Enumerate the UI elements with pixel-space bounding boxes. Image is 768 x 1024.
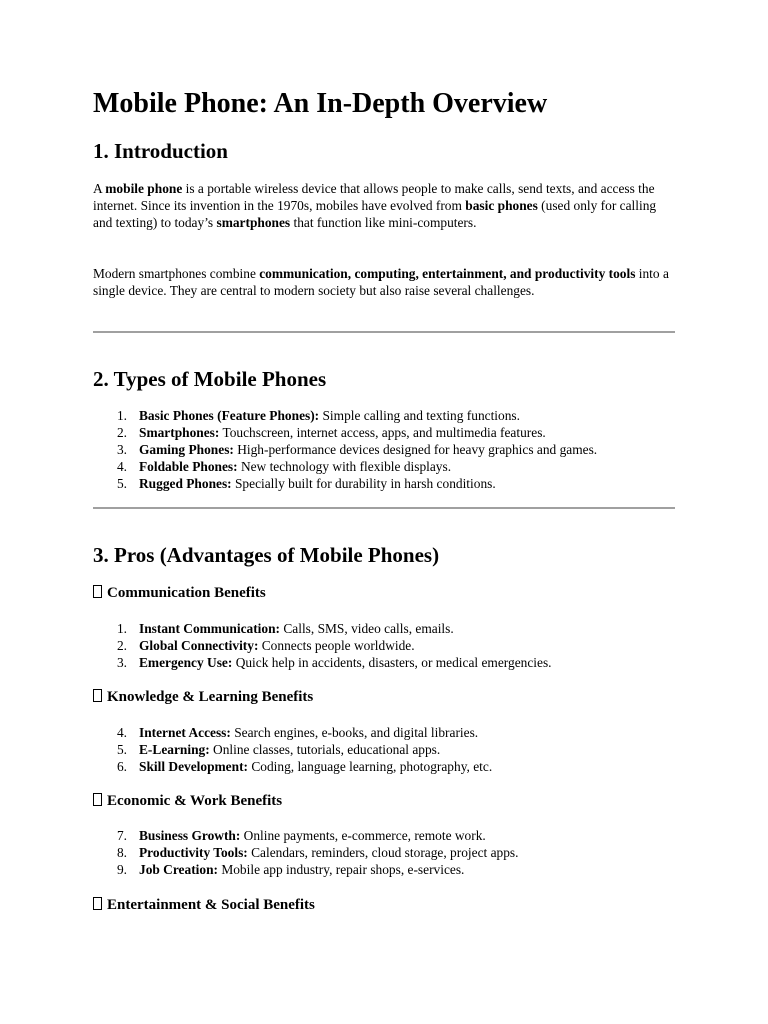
subsection-heading-economic [93,791,282,811]
bold-term: smartphones [216,215,291,230]
text-run: Modern smartphones combine [93,266,260,281]
section-divider [93,331,675,333]
missing-glyph-icon [93,585,102,598]
list-item-term: Rugged Phones: [139,476,232,491]
missing-glyph-icon [93,689,102,702]
list-item [93,458,675,475]
list-number: 2. [116,638,127,653]
list-item-term: Global Connectivity: [139,638,259,653]
bold-term: mobile phone [105,181,183,196]
list-number: 2. [116,425,127,440]
intro-paragraph-2 [93,265,675,299]
list-item [93,741,675,758]
list-item-description: Coding, language learning, photography, etc. [247,759,493,774]
list-item [93,724,675,741]
text-run: into a single device. They are central to modern society but also raise several challenges. [93,266,669,298]
bold-term: basic phones [465,198,538,213]
list-item-term: Smartphones: [139,425,220,440]
list-item-description: Online classes, tutorials, educational apps. [209,742,441,757]
list-item [93,844,675,861]
list-item-term: Instant Communication: [139,621,280,636]
list-item-description: Calls, SMS, video calls, emails. [280,621,454,636]
text-run: A [93,181,106,196]
list-number: 5. [116,742,127,757]
section-heading-introduction: 1. Introduction [93,139,228,163]
types-list [93,407,675,492]
list-item-description: Mobile app industry, repair shops, e-services. [217,862,465,877]
list-item-term: E-Learning: [139,742,210,757]
list-item-description: New technology with flexible displays. [237,459,452,474]
list-item [93,441,675,458]
list-item-description: Connects people worldwide. [258,638,415,653]
text-run: (used only for calling and texting) to today’s [93,198,657,230]
list-item-description: Touchscreen, internet access, apps, and multimedia features. [219,425,546,440]
list-number: 9. [116,862,127,877]
subsection-label: Economic & Work Benefits [107,793,283,809]
list-number: 3. [116,442,127,457]
text-run: that function like mini-computers. [290,215,477,230]
pros-list-knowledge [93,724,675,775]
list-item-description: Quick help in accidents, disasters, or medical emergencies. [232,655,552,670]
section-heading-types: 2. Types of Mobile Phones [93,367,327,391]
list-number: 1. [116,621,127,636]
list-number: 1. [116,408,127,423]
pros-list-economic [93,827,675,878]
list-item-description: High-performance devices designed for heavy graphics and games. [233,442,598,457]
list-item-description: Calendars, reminders, cloud storage, project apps. [247,845,519,860]
list-item [93,827,675,844]
list-item [93,758,675,775]
list-item [93,654,675,671]
text-run: is a portable wireless device that allows people to make calls, send texts, and access the internet. Since its invention in the 1970s, mobiles have evolved from [93,181,655,213]
list-item-description: Search engines, e-books, and digital libraries. [230,725,479,740]
list-number: 6. [116,759,127,774]
list-item [93,637,675,654]
list-number: 5. [116,476,127,491]
list-item-term: Business Growth: [139,828,241,843]
subsection-heading-entertainment [93,895,315,915]
list-item-term: Basic Phones (Feature Phones): [139,408,320,423]
missing-glyph-icon [93,897,102,910]
section-heading-pros: 3. Pros (Advantages of Mobile Phones) [93,543,440,567]
subsection-label: Knowledge & Learning Benefits [107,689,314,705]
list-item-description: Online payments, e-commerce, remote work. [240,828,486,843]
list-item [93,424,675,441]
missing-glyph-icon [93,793,102,806]
list-item-term: Foldable Phones: [139,459,238,474]
list-item-term: Skill Development: [139,759,248,774]
subsection-heading-knowledge [93,687,313,707]
list-number: 8. [116,845,127,860]
document-title: Mobile Phone: An In-Depth Overview [93,88,548,119]
subsection-heading-communication [93,583,266,603]
intro-paragraph-1 [93,180,675,231]
list-item-term: Productivity Tools: [139,845,248,860]
bold-term: communication, computing, entertainment, and productivity tools [259,266,636,281]
subsection-label: Communication Benefits [107,585,266,601]
list-number: 4. [116,725,127,740]
list-number: 7. [116,828,127,843]
section-divider [93,507,675,509]
list-item-term: Internet Access: [139,725,231,740]
list-item [93,407,675,424]
pros-list-communication [93,620,675,671]
list-item [93,475,675,492]
subsection-label: Entertainment & Social Benefits [107,897,315,913]
list-item-term: Job Creation: [139,862,218,877]
list-item [93,620,675,637]
list-item-term: Emergency Use: [139,655,233,670]
list-item-description: Specially built for durability in harsh conditions. [231,476,496,491]
list-item [93,861,675,878]
list-number: 3. [116,655,127,670]
list-item-description: Simple calling and texting functions. [319,408,520,423]
list-item-term: Gaming Phones: [139,442,234,457]
list-number: 4. [116,459,127,474]
